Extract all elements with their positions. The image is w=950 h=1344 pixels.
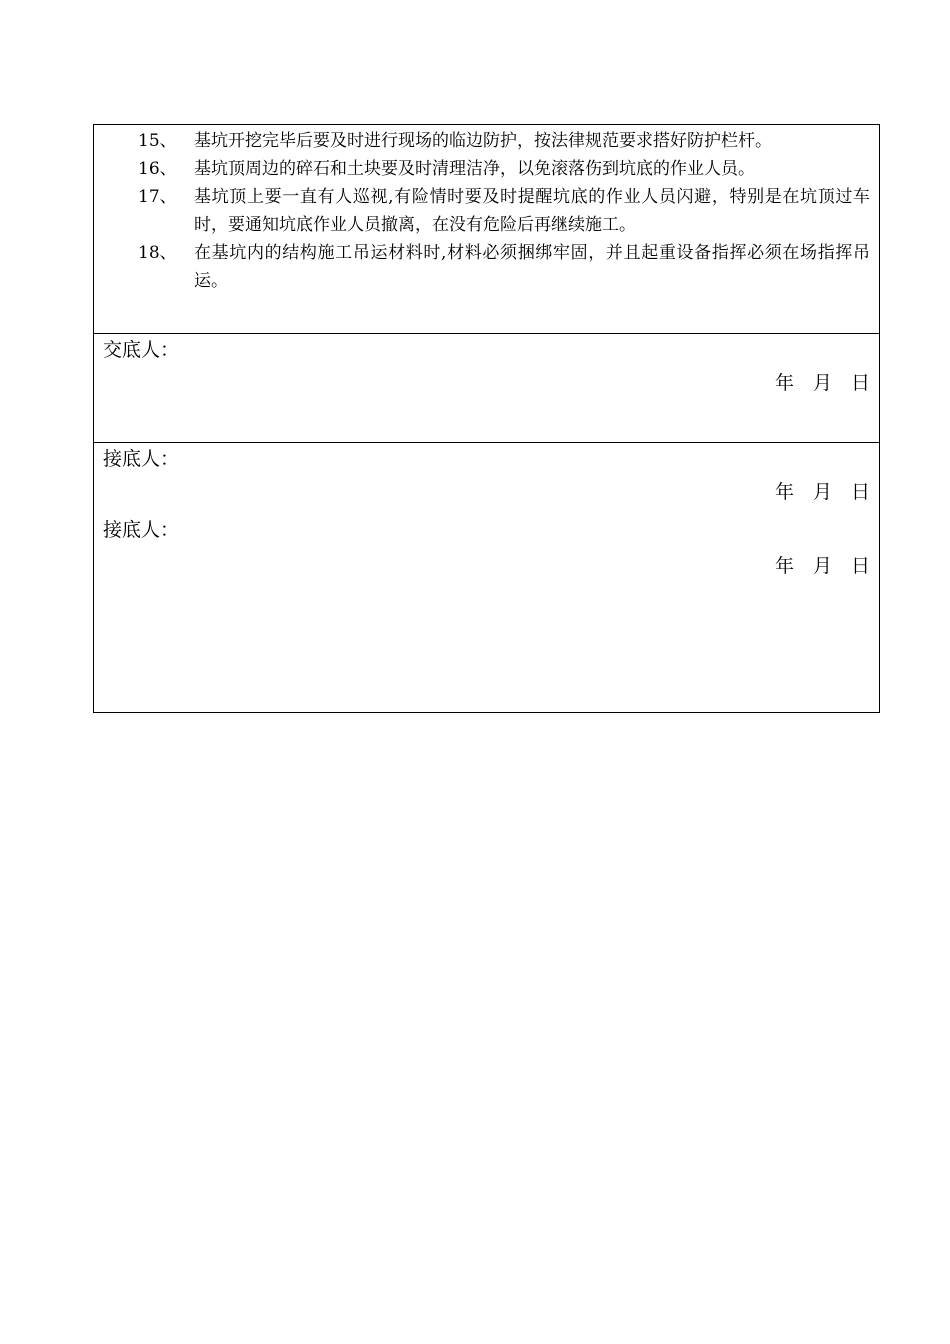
item-text: 在基坑内的结构施工吊运材料时,材料必须捆绑牢固，并且起重设备指挥必须在场指挥吊运。 (194, 243, 870, 291)
briefing-table (93, 124, 880, 713)
receiver-section (94, 443, 879, 712)
briefer-date (769, 370, 870, 396)
list-item (94, 239, 879, 295)
briefer-label: 交底人： (103, 339, 180, 361)
item-number: 18、 (138, 243, 177, 263)
day-label: 日 (850, 555, 870, 577)
briefer-section (94, 334, 879, 443)
month-label: 月 (812, 481, 832, 503)
day-label: 日 (850, 481, 870, 503)
receiver-label: 接底人： (103, 448, 180, 470)
list-item (94, 127, 879, 155)
safety-items-section (94, 125, 879, 334)
item-number: 15、 (138, 131, 177, 151)
month-label: 月 (812, 555, 832, 577)
receiver-label: 接底人： (103, 519, 180, 541)
receiver-date (769, 479, 870, 505)
item-number: 17、 (138, 187, 177, 207)
list-item (94, 183, 879, 239)
item-text: 基坑顶上要一直有人巡视,有险情时要及时提醒坑底的作业人员闪避，特别是在坑顶过车时，要通知坑底作业人员撤离，在没有危险后再继续施工。 (194, 187, 870, 235)
year-label: 年 (774, 481, 794, 503)
receiver-date (769, 553, 870, 579)
item-text: 基坑开挖完毕后要及时进行现场的临边防护，按法律规范要求搭好防护栏杆。 (194, 131, 772, 151)
year-label: 年 (774, 555, 794, 577)
list-item (94, 155, 879, 183)
item-number: 16、 (138, 159, 177, 179)
year-label: 年 (774, 372, 794, 394)
item-text: 基坑顶周边的碎石和土块要及时清理洁净，以免滚落伤到坑底的作业人员。 (194, 159, 755, 179)
month-label: 月 (812, 372, 832, 394)
day-label: 日 (850, 372, 870, 394)
